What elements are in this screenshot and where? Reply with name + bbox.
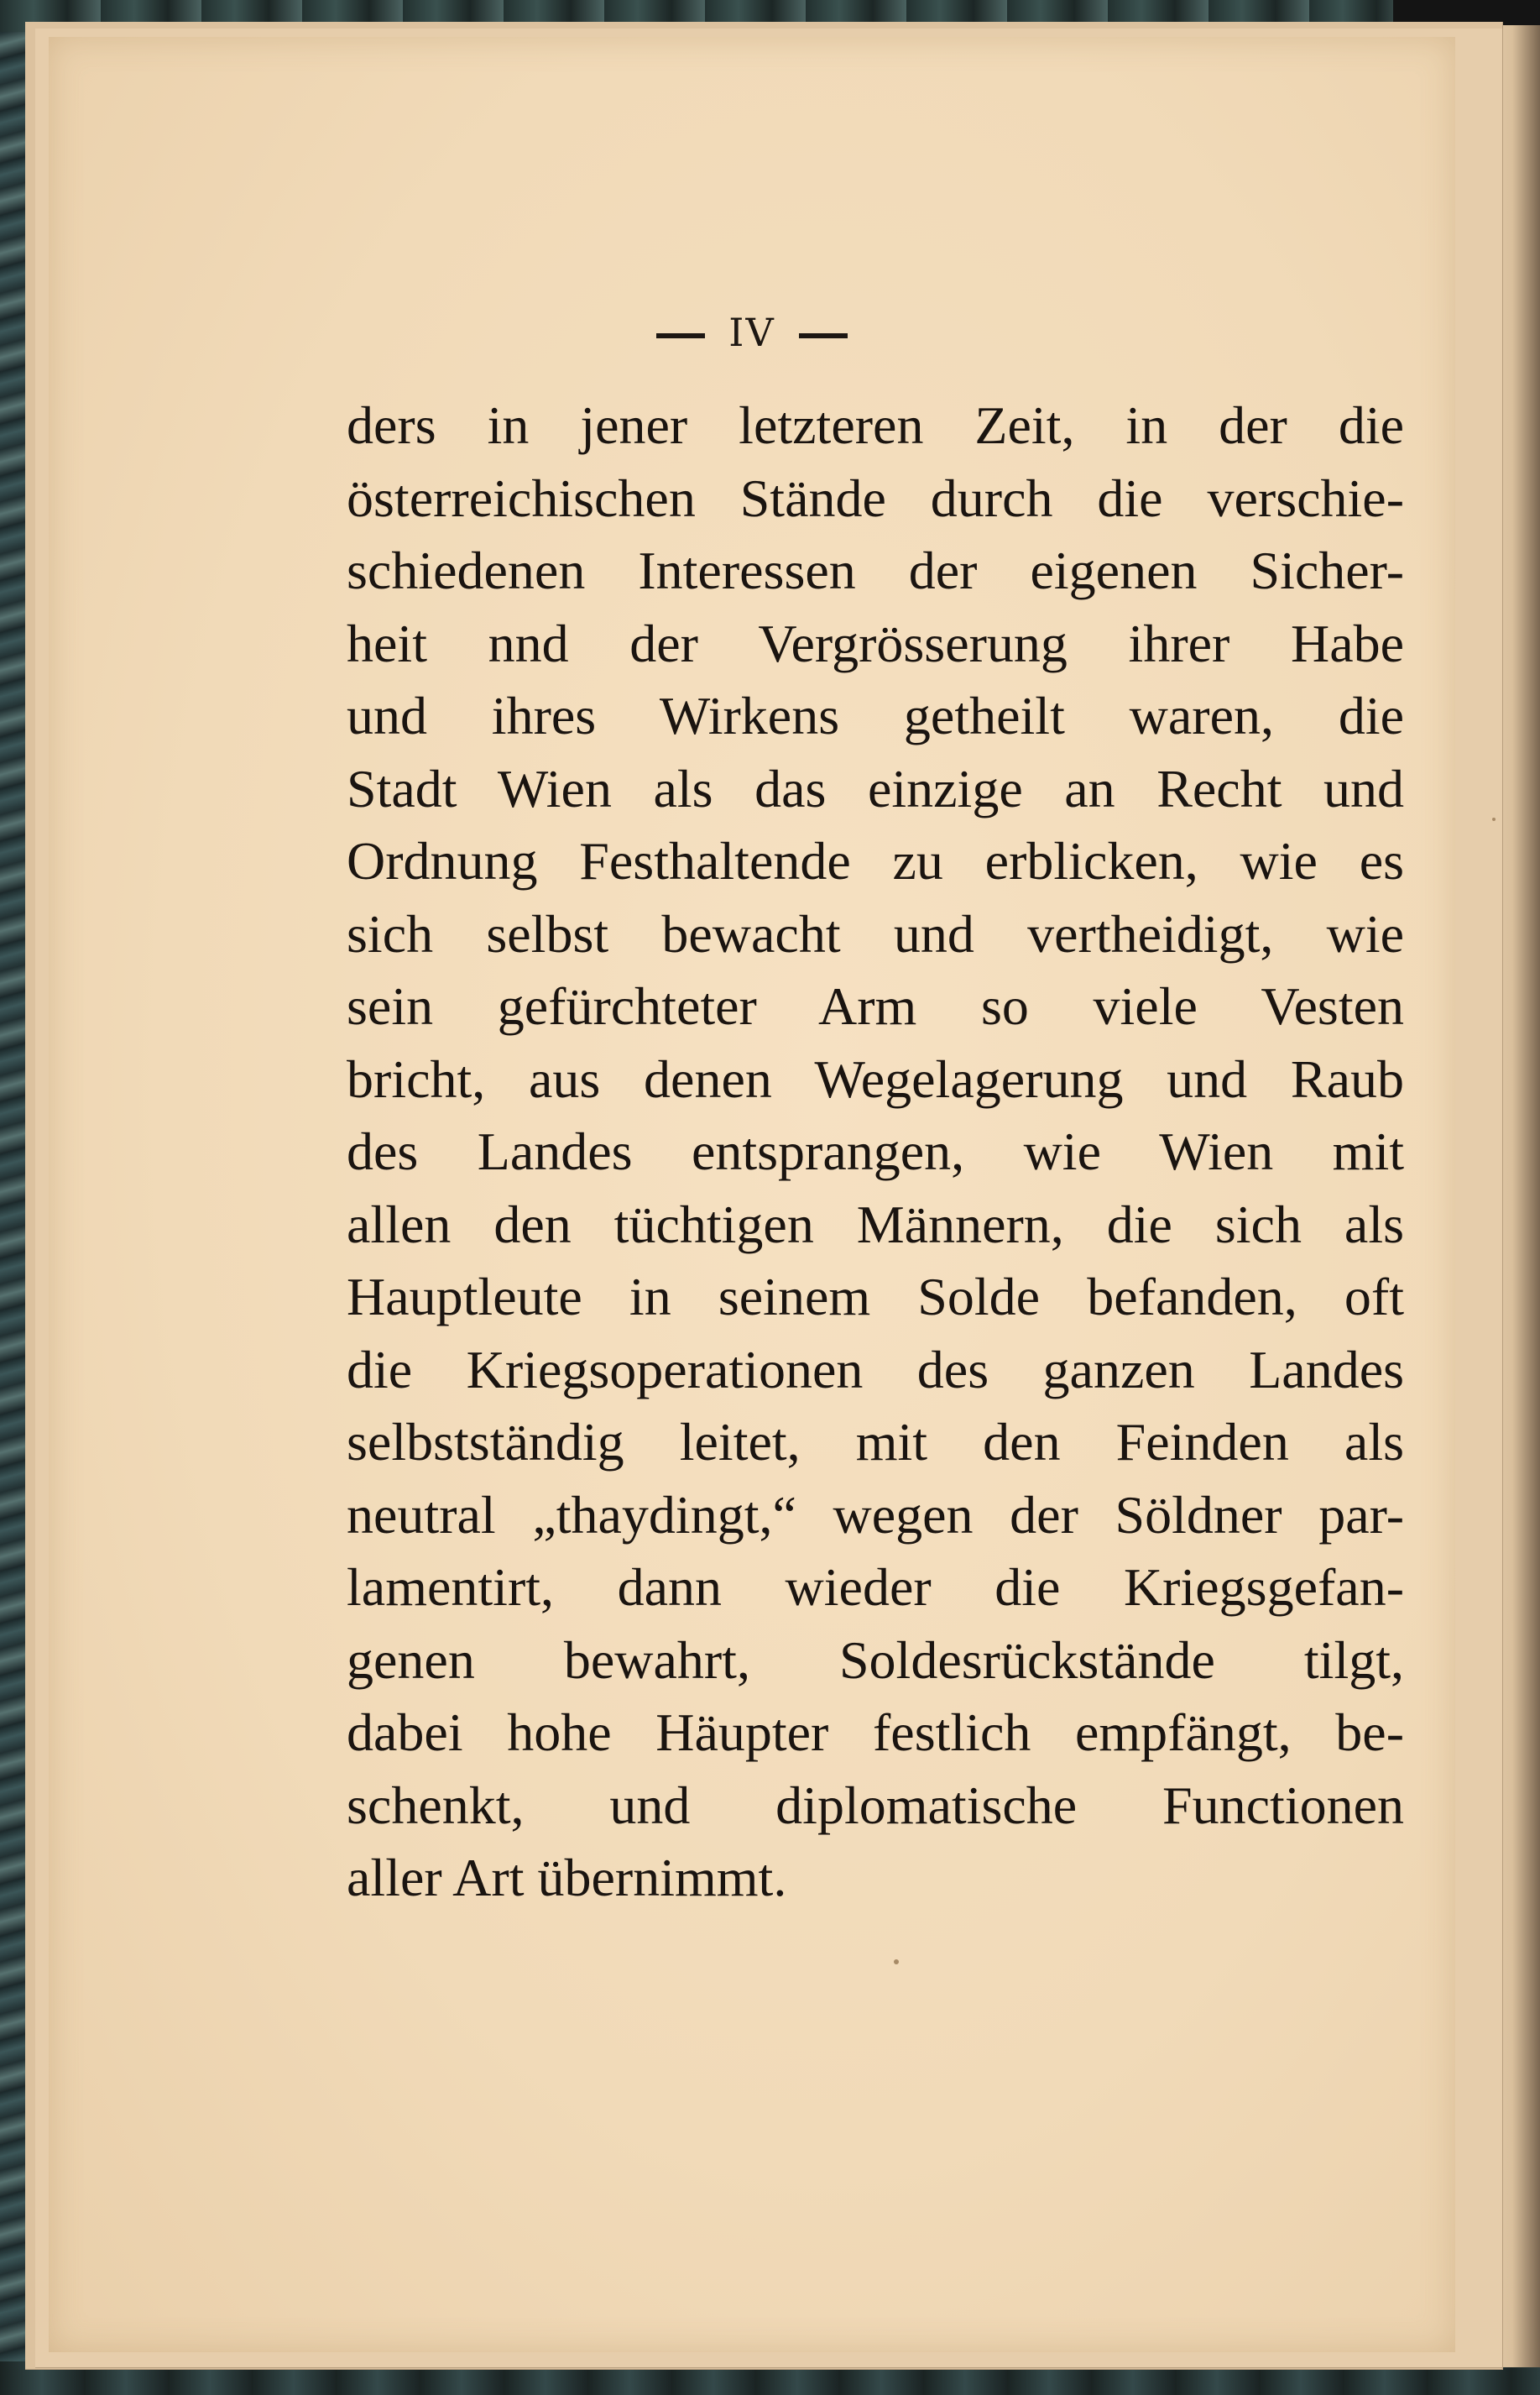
text-line: österreichischen Stände durch die verschie- (347, 468, 1404, 528)
text-line: selbstständig leitet, mit den Feinden als (347, 1412, 1404, 1472)
text-line: schiedenen Interessen der eigenen Sicher- (347, 541, 1404, 600)
text-line: Stadt Wien als das einzige an Recht und (347, 758, 1404, 818)
text-line: bricht, aus denen Wegelagerung und Raub (347, 1048, 1404, 1109)
text-line: sich selbst bewacht und vertheidigt, wie (347, 903, 1404, 964)
text-line: des Landes entsprangen, wie Wien mit (347, 1122, 1404, 1181)
text-line: Hauptleute in seinem Solde befanden, oft (347, 1267, 1404, 1326)
paper-fleck (1492, 818, 1496, 821)
text-line: genen bewahrt, Soldesrückstände tilgt, (347, 1629, 1404, 1690)
text-line: allen den tüchtigen Männern, die sich als (347, 1194, 1404, 1254)
text-line: schenkt, und diplomatische Functionen (347, 1775, 1404, 1835)
text-line: und ihres Wirkens getheilt waren, die (347, 686, 1404, 745)
page-body-text (347, 390, 1404, 1915)
page-number-header (49, 310, 1455, 355)
header-dash-right (799, 333, 848, 338)
text-line: neutral „thaydingt,“ wegen der Söldner par- (347, 1484, 1404, 1545)
text-line: lamentirt, dann wieder die Kriegsgefan- (347, 1557, 1404, 1617)
text-line-last: aller Art übernimmt. (347, 1848, 787, 1907)
header-dash-left (656, 333, 705, 338)
text-line: sein gefürchteter Arm so viele Vesten (347, 976, 1404, 1036)
book-page (49, 37, 1455, 2352)
page-number: IV (728, 310, 775, 355)
text-line: heit nnd der Vergrösserung ihrer Habe (347, 613, 1404, 673)
text-line: dabei hohe Häupter festlich empfängt, be- (347, 1702, 1404, 1762)
text-line: Ordnung Festhaltende zu erblicken, wie es (347, 831, 1404, 891)
text-line: die Kriegsoperationen des ganzen Landes (347, 1339, 1404, 1399)
text-line: ders in jener letzteren Zeit, in der die (347, 395, 1404, 455)
paper-fleck (894, 1959, 899, 1964)
